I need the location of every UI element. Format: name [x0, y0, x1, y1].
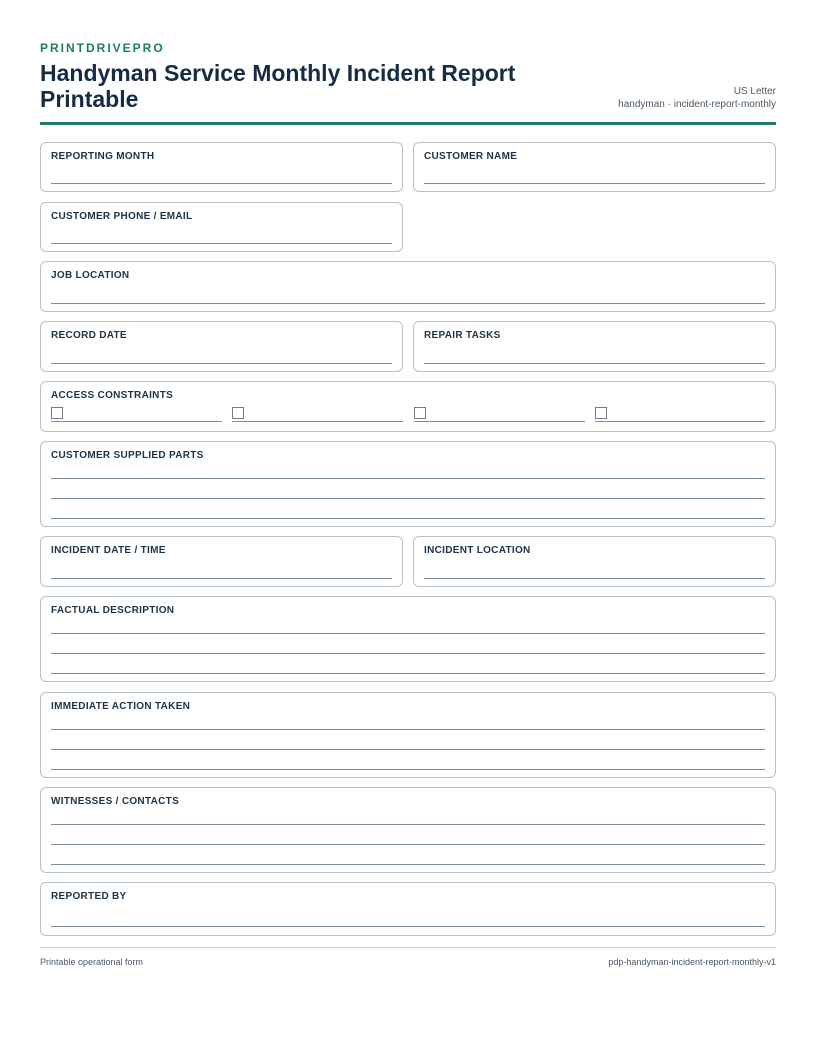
write-line[interactable]	[51, 578, 392, 579]
write-line[interactable]	[595, 421, 765, 422]
brand-name: PRINTDRIVEPRO	[40, 41, 165, 55]
factual-description-field[interactable]	[40, 596, 776, 682]
write-line[interactable]	[51, 926, 765, 927]
field-label: REPORTED BY	[51, 891, 127, 902]
write-line[interactable]	[424, 363, 765, 364]
header-divider	[40, 122, 776, 125]
write-line[interactable]	[414, 421, 585, 422]
form-id: pdp-handyman-incident-report-monthly-v1	[608, 957, 776, 967]
write-line[interactable]	[51, 653, 765, 654]
immediate-action-field[interactable]	[40, 692, 776, 778]
repair-tasks-field[interactable]	[413, 321, 776, 372]
access-option-3[interactable]	[414, 407, 585, 422]
checkbox[interactable]	[232, 407, 244, 419]
field-label: CUSTOMER NAME	[424, 151, 518, 162]
access-constraints-field	[40, 381, 776, 432]
field-label: INCIDENT LOCATION	[424, 545, 531, 556]
write-line[interactable]	[51, 749, 765, 750]
write-line[interactable]	[51, 769, 765, 770]
write-line[interactable]	[51, 478, 765, 479]
page-title: Handyman Service Monthly Incident Report Printable	[40, 60, 516, 112]
field-label: IMMEDIATE ACTION TAKEN	[51, 701, 191, 712]
write-line[interactable]	[51, 303, 765, 304]
incident-date-time-field[interactable]	[40, 536, 403, 587]
footer-divider	[40, 947, 776, 948]
witnesses-field[interactable]	[40, 787, 776, 873]
write-line[interactable]	[51, 183, 392, 184]
checkbox[interactable]	[51, 407, 63, 419]
customer-contact-field[interactable]	[40, 202, 403, 252]
write-line[interactable]	[232, 421, 403, 422]
reported-by-field[interactable]	[40, 882, 776, 936]
write-line[interactable]	[51, 673, 765, 674]
record-date-field[interactable]	[40, 321, 403, 372]
document-meta	[618, 85, 776, 111]
write-line[interactable]	[51, 729, 765, 730]
field-label: CUSTOMER SUPPLIED PARTS	[51, 450, 204, 461]
access-option-2[interactable]	[232, 407, 403, 422]
write-line[interactable]	[51, 864, 765, 865]
write-line[interactable]	[424, 183, 765, 184]
checkbox[interactable]	[414, 407, 426, 419]
write-line[interactable]	[51, 243, 392, 244]
write-line[interactable]	[51, 518, 765, 519]
field-label: CUSTOMER PHONE / EMAIL	[51, 211, 193, 222]
write-line[interactable]	[51, 824, 765, 825]
field-label: FACTUAL DESCRIPTION	[51, 605, 175, 616]
document-tags: handyman · incident-report-monthly	[618, 99, 776, 110]
access-option-4[interactable]	[595, 407, 765, 422]
field-label: REPORTING MONTH	[51, 151, 155, 162]
field-label: RECORD DATE	[51, 330, 127, 341]
access-option-1[interactable]	[51, 407, 222, 422]
job-location-field[interactable]	[40, 261, 776, 312]
customer-name-field[interactable]	[413, 142, 776, 192]
field-label: REPAIR TASKS	[424, 330, 501, 341]
write-line[interactable]	[51, 633, 765, 634]
write-line[interactable]	[51, 498, 765, 499]
customer-supplied-parts-field[interactable]	[40, 441, 776, 527]
write-line[interactable]	[51, 363, 392, 364]
field-label: ACCESS CONSTRAINTS	[51, 390, 174, 401]
reporting-month-field[interactable]	[40, 142, 403, 192]
paper-size: US Letter	[733, 86, 776, 97]
checkbox[interactable]	[595, 407, 607, 419]
field-label: JOB LOCATION	[51, 270, 130, 281]
footer-note: Printable operational form	[40, 957, 144, 967]
write-line[interactable]	[424, 578, 765, 579]
write-line[interactable]	[51, 844, 765, 845]
write-line[interactable]	[51, 421, 222, 422]
incident-location-field[interactable]	[413, 536, 776, 587]
field-label: WITNESSES / CONTACTS	[51, 796, 180, 807]
field-label: INCIDENT DATE / TIME	[51, 545, 166, 556]
